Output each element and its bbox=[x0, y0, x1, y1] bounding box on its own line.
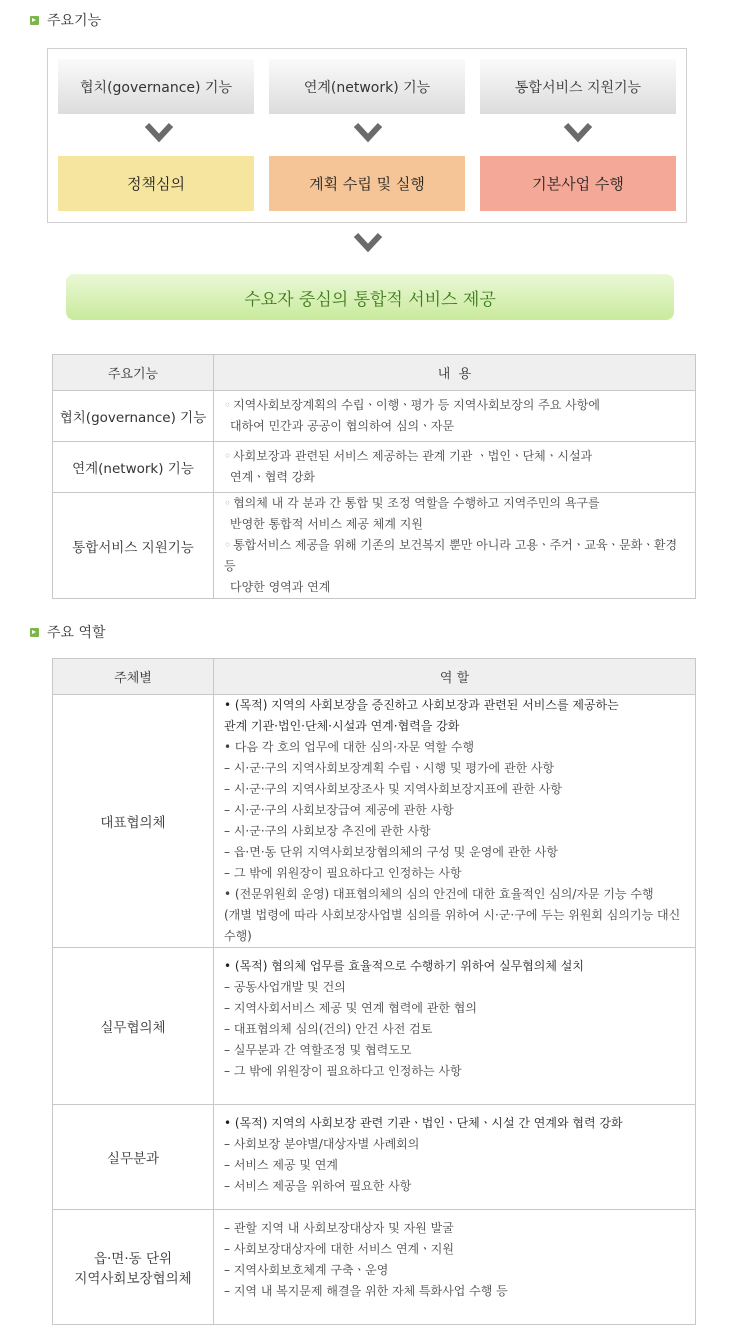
bullet-arrow-icon bbox=[30, 16, 39, 25]
bullet-dot-icon: ◦ bbox=[224, 538, 232, 552]
row-content bbox=[214, 1210, 696, 1325]
bullet-dot-icon: ◦ bbox=[224, 398, 232, 412]
list-item: ◦ 사회보장과 관련된 서비스 제공하는 관계 기관 ㆍ법인ㆍ단체ㆍ시설과 bbox=[224, 449, 593, 463]
bullet-dot-icon: ◦ bbox=[224, 449, 232, 463]
section-title-label: 주요기능 bbox=[47, 13, 102, 29]
list-item: – 사회보장대상자에 대한 서비스 연계ㆍ지원 bbox=[224, 1242, 454, 1256]
list-item: – 공동사업개발 및 건의 bbox=[224, 980, 346, 994]
list-item: – 지역 내 복지문제 해결을 위한 자체 특화사업 수행 등 bbox=[224, 1284, 508, 1298]
list-item: – 시·군·구의 사회보장 추진에 관한 사항 bbox=[224, 824, 431, 838]
table-row bbox=[53, 442, 696, 493]
chevron-down-icon bbox=[353, 121, 383, 145]
list-item: – 지역사회서비스 제공 및 연계 협력에 관한 협의 bbox=[224, 1001, 477, 1015]
diagram-head-governance: 협치(governance) 기능 bbox=[58, 59, 254, 114]
row-content bbox=[214, 391, 696, 442]
row-name: 실무협의체 bbox=[53, 948, 214, 1105]
list-item: – 관할 지역 내 사회보장대상자 및 자원 발굴 bbox=[224, 1221, 454, 1235]
row-name: 실무분과 bbox=[53, 1105, 214, 1210]
bullet-dot-icon: ◦ bbox=[224, 496, 232, 510]
row-name: 통합서비스 지원기능 bbox=[53, 493, 214, 599]
list-item: 연계ㆍ협력 강화 bbox=[230, 470, 315, 484]
list-item: – 대표협의체 심의(건의) 안건 사전 검토 bbox=[224, 1022, 433, 1036]
roles-table bbox=[52, 658, 696, 1325]
row-content bbox=[214, 695, 696, 948]
table-row bbox=[53, 695, 696, 948]
row-content bbox=[214, 948, 696, 1105]
diagram-box-policy: 정책심의 bbox=[58, 156, 254, 211]
table-row bbox=[53, 493, 696, 599]
diagram-box-basic: 기본사업 수행 bbox=[480, 156, 676, 211]
diagram-box-plan: 계획 수립 및 실행 bbox=[269, 156, 465, 211]
row-name: 대표협의체 bbox=[53, 695, 214, 948]
list-item: ◦ 협의체 내 각 분과 간 통합 및 조정 역할을 수행하고 지역주민의 욕구를 bbox=[224, 496, 600, 510]
list-item: 반영한 통합적 서비스 제공 체계 지원 bbox=[230, 517, 423, 531]
list-item: – 지역사회보호체계 구축ㆍ운영 bbox=[224, 1263, 389, 1277]
list-item: – 읍·면·동 단위 지역사회보장협의체의 구성 및 운영에 관한 사항 bbox=[224, 845, 558, 859]
list-item: – 시·군·구의 지역사회보장조사 및 지역사회보장지표에 관한 사항 bbox=[224, 782, 562, 796]
diagram-head-integrated: 통합서비스 지원기능 bbox=[480, 59, 676, 114]
row-name: 협치(governance) 기능 bbox=[53, 391, 214, 442]
section-title-roles bbox=[30, 622, 106, 642]
column-header: 주체별 bbox=[53, 659, 214, 695]
diagram-result: 수요자 중심의 통합적 서비스 제공 bbox=[66, 274, 674, 320]
row-name-line: 지역사회보장협의체 bbox=[74, 1271, 192, 1287]
table-header-row bbox=[53, 659, 696, 695]
row-name-line: 읍·면·동 단위 bbox=[93, 1251, 173, 1267]
row-name bbox=[53, 1210, 214, 1325]
list-item: (개별 법령에 따라 사회보장사업별 심의를 위하여 시·군·구에 두는 위원회 심의기능 대신 수행) bbox=[224, 908, 681, 943]
list-item: • (전문위원회 운영) 대표협의체의 심의 안건에 대한 효율적인 심의/자문 기능 수행 bbox=[224, 887, 654, 901]
section-title-functions bbox=[30, 10, 101, 30]
list-item: – 실무분과 간 역할조정 및 협력도모 bbox=[224, 1043, 412, 1057]
list-item: – 사회보장 분야별/대상자별 사례회의 bbox=[224, 1137, 420, 1151]
list-item: • (목적) 지역의 사회보장을 증진하고 사회보장과 관련된 서비스를 제공하는 bbox=[224, 698, 619, 712]
row-content bbox=[214, 493, 696, 599]
list-item: 다양한 영역과 연계 bbox=[230, 580, 331, 594]
list-item: – 시·군·구의 사회보장급여 제공에 관한 사항 bbox=[224, 803, 454, 817]
list-item: – 그 밖에 위원장이 필요하다고 인정하는 사항 bbox=[224, 866, 462, 880]
table-row bbox=[53, 948, 696, 1105]
column-header: 역 할 bbox=[214, 659, 696, 695]
functions-table bbox=[52, 354, 696, 599]
row-content bbox=[214, 1105, 696, 1210]
list-item: – 시·군·구의 지역사회보장계획 수립ㆍ시행 및 평가에 관한 사항 bbox=[224, 761, 555, 775]
section-title-label: 주요 역할 bbox=[47, 625, 106, 641]
list-item: 관계 기관·법인·단체·시설과 연계·협력을 강화 bbox=[224, 719, 460, 733]
table-header-row bbox=[53, 355, 696, 391]
column-header: 주요기능 bbox=[53, 355, 214, 391]
list-item: ◦ 지역사회보장계획의 수립ㆍ이행ㆍ평가 등 지역사회보장의 주요 사항에 bbox=[224, 398, 600, 412]
table-row bbox=[53, 1210, 696, 1325]
diagram-head-network: 연계(network) 기능 bbox=[269, 59, 465, 114]
list-item: • 다음 각 호의 업무에 대한 심의·자문 역할 수행 bbox=[224, 740, 475, 754]
row-content bbox=[214, 442, 696, 493]
list-item: 대하여 민간과 공공이 협의하여 심의ㆍ자문 bbox=[230, 419, 454, 433]
chevron-down-icon bbox=[563, 121, 593, 145]
list-item: – 서비스 제공 및 연계 bbox=[224, 1158, 338, 1172]
list-item: – 서비스 제공을 위하여 필요한 사항 bbox=[224, 1179, 412, 1193]
list-item: – 그 밖에 위원장이 필요하다고 인정하는 사항 bbox=[224, 1064, 462, 1078]
chevron-down-icon bbox=[353, 231, 383, 255]
table-row bbox=[53, 391, 696, 442]
row-name: 연계(network) 기능 bbox=[53, 442, 214, 493]
bullet-arrow-icon bbox=[30, 628, 39, 637]
list-item: • (목적) 협의체 업무를 효율적으로 수행하기 위하여 실무협의체 설치 bbox=[224, 959, 584, 973]
table-row bbox=[53, 1105, 696, 1210]
chevron-down-icon bbox=[144, 121, 174, 145]
list-item: ◦ 통합서비스 제공을 위해 기존의 보건복지 뿐만 아니라 고용ㆍ주거ㆍ교육ㆍ문화ㆍ환경 등 bbox=[224, 538, 678, 573]
list-item: • (목적) 지역의 사회보장 관련 기관ㆍ법인ㆍ단체ㆍ시설 간 연계와 협력 강화 bbox=[224, 1116, 623, 1130]
column-header: 내 용 bbox=[214, 355, 696, 391]
